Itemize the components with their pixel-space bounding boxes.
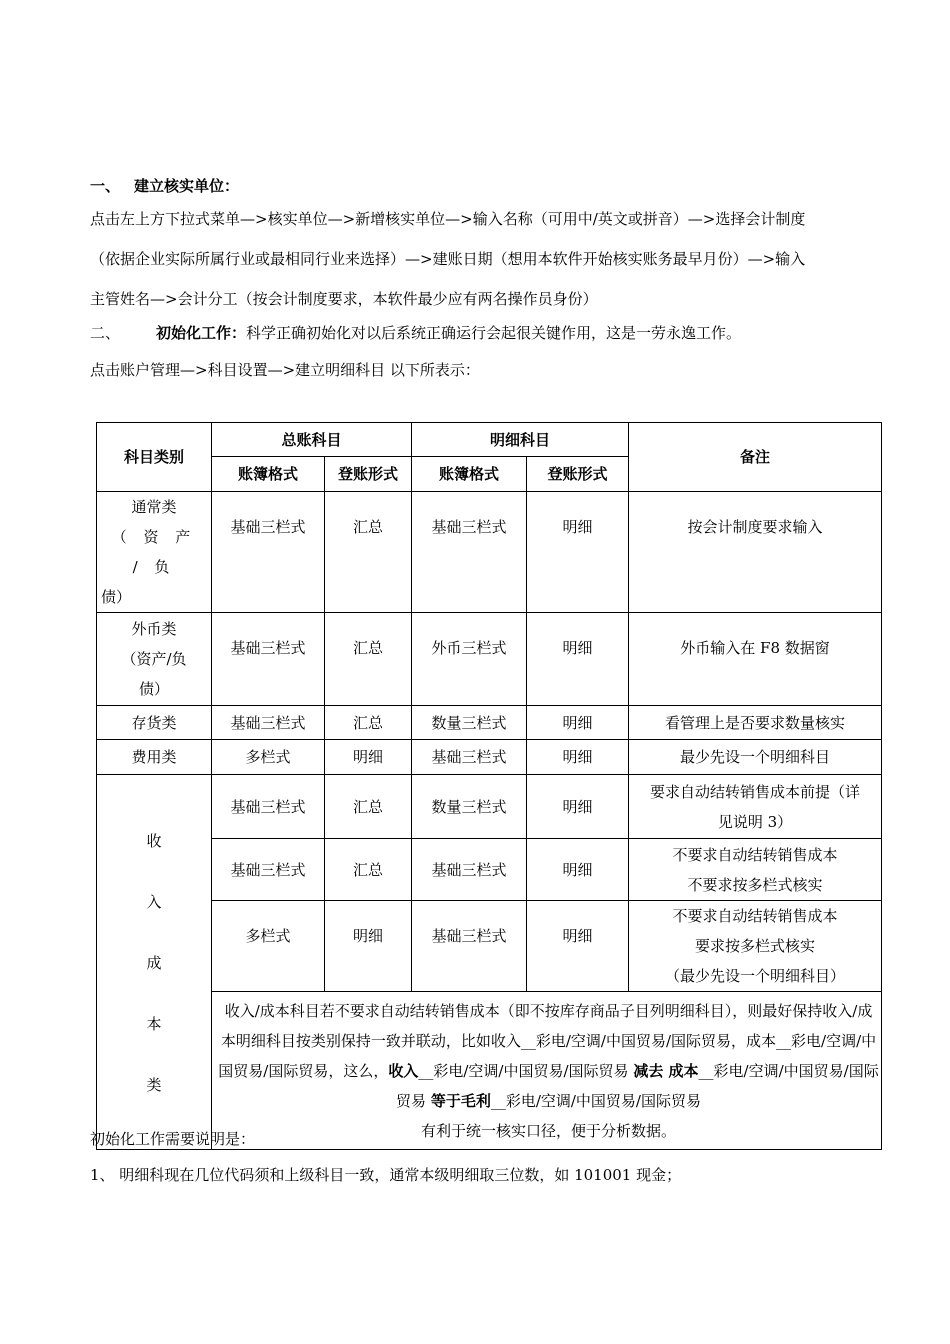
remark-cell: 外币输入在 F8 数据窗 [629,613,882,706]
detail-book-format-cell: 基础三栏式 [412,492,527,613]
remark-line: 要求按多栏式核实 [695,937,816,955]
note-bold-part: 减去 成本 [633,1061,699,1080]
income-category-char: 收 [146,832,162,850]
section1-line-3: 主管姓名—>会计分工（按会计制度要求，本软件最少应有两名操作员身份） [90,290,598,308]
note-part: __彩电/空调/中国贸易/国际贸易 [396,1061,879,1110]
section2-path-line: 点击账户管理—>科目设置—>建立明细科目 以下所表示： [90,361,480,379]
category-line: 债） [138,680,169,698]
section1-title: 建立核实单位： [134,177,240,195]
general-book-format-cell: 基础三栏式 [212,839,325,901]
detail-post-form-cell: 明细 [527,901,629,992]
remark-line: 要求自动结转销售成本前提（详 [650,782,861,801]
table-row [97,992,882,1150]
income-category-cell [97,775,212,1150]
table-row [97,706,882,740]
header-general-account: 总账科目 [212,423,412,457]
header-general-book-format: 账簿格式 [212,457,325,492]
income-category-char: 本 [146,1015,162,1033]
remark-cell: 最少先设一个明细科目 [629,740,882,775]
detail-post-form-cell: 明细 [527,775,629,839]
general-post-form-cell: 汇总 [325,613,412,706]
note-part: __彩电/空调/中国贸易/国际贸易 [418,1061,634,1080]
remark-line: 不要求按多栏式核实 [687,875,823,894]
note-bold-part: 等于毛利 [430,1091,491,1110]
category-cell: 存货类 [97,706,212,740]
note-part: __彩电/空调/中国贸易/国际贸易 [490,1091,701,1110]
header-detail-account: 明细科目 [412,423,629,457]
detail-post-form-cell: 明细 [527,613,629,706]
remark-cell: 看管理上是否要求数量核实 [629,706,882,740]
note-part: 收入/成本科目若不要求自动结转销售成本（即不按库存商品子目列明细科目），则最好保持收入/成本明细科目按类别保持一致并联动，比如收入__彩电/空调/中国贸易/国际贸易，成本__彩电/空调/中国贸易/国际贸易，这么， [218,1001,877,1080]
header-detail-post-form: 登账形式 [527,457,629,492]
detail-book-format-cell: 基础三栏式 [412,901,527,992]
detail-book-format-cell: 基础三栏式 [412,839,527,901]
detail-post-form-cell: 明细 [527,706,629,740]
section1-number: 一、 [90,177,121,195]
general-book-format-cell: 基础三栏式 [212,613,325,706]
general-book-format-cell: 基础三栏式 [212,706,325,740]
general-post-form-cell: 汇总 [325,839,412,901]
note-part: 有利于统一核实口径，便于分析数据。 [421,1121,677,1140]
detail-post-form-cell: 明细 [527,492,629,613]
table-row [97,492,882,613]
section2-heading [90,323,741,343]
general-post-form-cell: 汇总 [325,706,412,740]
remark-line: （最少先设一个明细科目） [665,967,846,985]
header-category: 科目类别 [97,423,212,492]
income-note-cell [212,992,882,1150]
general-post-form-cell: 汇总 [325,492,412,613]
general-post-form-cell: 汇总 [325,775,412,839]
category-cell: 费用类 [97,740,212,775]
general-post-form-cell: 明细 [325,901,412,992]
category-cell [97,613,212,706]
detail-book-format-cell: 数量三栏式 [412,706,527,740]
category-cell [97,492,212,613]
section1-line-2: （依据企业实际所属行业或最相同行业来选择）—>建账日期（想用本软件开始核实账务最早月份）—>输入 [90,250,806,268]
category-line: （资产/负 [121,650,187,668]
remark-line: 不要求自动结转销售成本 [672,845,838,864]
header-general-post-form: 登账形式 [325,457,412,492]
note-bold-part: 收入 [388,1061,419,1080]
category-line: （ 资 产 / 负 [111,528,197,576]
section1-heading [90,176,239,196]
section2-text: 科学正确初始化对以后系统正确运行会起很关键作用，这是一劳永逸工作。 [246,324,742,342]
init-notes-intro: 初始化工作需要说明是： [90,1130,256,1148]
general-book-format-cell: 多栏式 [212,901,325,992]
remark-cell [629,901,882,992]
remark-cell [629,839,882,901]
detail-post-form-cell: 明细 [527,839,629,901]
init-note-item-1: 1、 明细科现在几位代码须和上级科目一致，通常本级明细取三位数，如 101001 现金； [90,1166,682,1184]
remark-cell: 按会计制度要求输入 [629,492,882,613]
general-book-format-cell: 多栏式 [212,740,325,775]
table-header-row-1 [97,423,882,457]
remark-cell [629,775,882,839]
income-category-char: 类 [146,1076,162,1094]
income-category-char: 成 [146,954,162,972]
section2-number: 二、 [90,324,121,342]
detail-post-form-cell: 明细 [527,740,629,775]
remark-line: 不要求自动结转销售成本 [672,907,838,925]
category-line: 通常类 [131,498,177,516]
income-category-char: 入 [146,893,162,911]
category-line: 债） [101,588,132,606]
header-detail-book-format: 账簿格式 [412,457,527,492]
table-row [97,839,882,901]
table-row [97,613,882,706]
remark-line: 见说明 3） [717,812,793,831]
account-setup-table [96,422,882,1150]
table-row [97,901,882,992]
detail-book-format-cell: 基础三栏式 [412,740,527,775]
table-row [97,740,882,775]
general-post-form-cell: 明细 [325,740,412,775]
section1-line-1: 点击左上方下拉式菜单—>核实单位—>新增核实单位—>输入名称（可用中/英文或拼音）—>选择会计制度 [90,210,806,228]
detail-book-format-cell: 外币三栏式 [412,613,527,706]
category-line: 外币类 [131,620,177,638]
general-book-format-cell: 基础三栏式 [212,492,325,613]
general-book-format-cell: 基础三栏式 [212,775,325,839]
section2-title: 初始化工作： [156,324,247,342]
header-remark: 备注 [629,423,882,492]
detail-book-format-cell: 数量三栏式 [412,775,527,839]
table-row [97,775,882,839]
